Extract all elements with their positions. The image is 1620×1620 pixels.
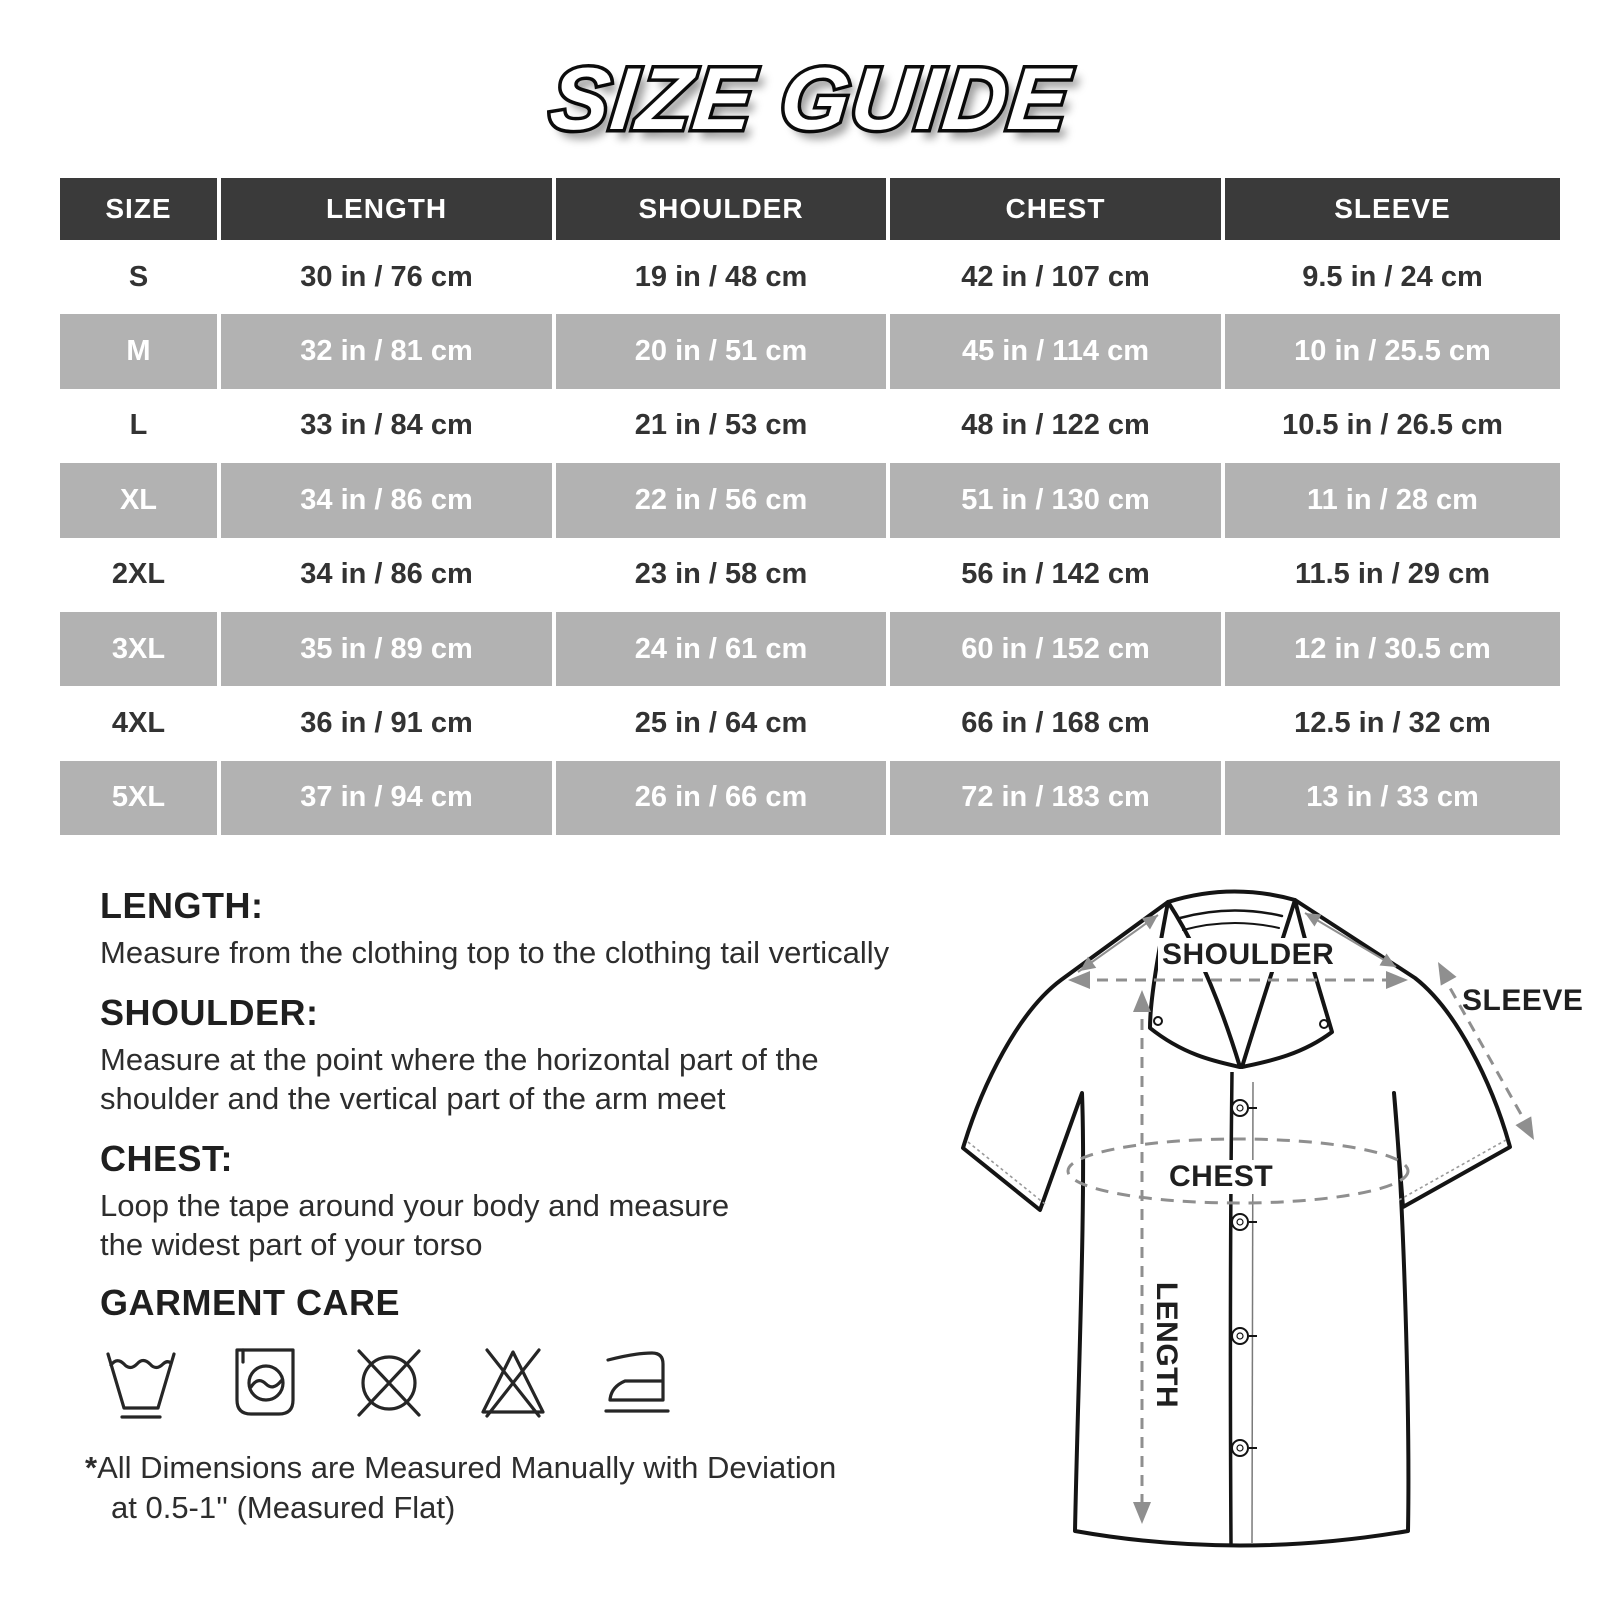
size-cell: XL	[60, 463, 221, 537]
size-cell: L	[60, 389, 221, 463]
measurement-cell: 25 in / 64 cm	[556, 686, 890, 760]
measure-instructions	[100, 885, 980, 1426]
measurement-cell: 11.5 in / 29 cm	[1294, 558, 1491, 591]
measurement-cell: 26 in / 66 cm	[556, 761, 890, 835]
measurement-cell: 32 in / 81 cm	[221, 314, 556, 388]
footnote-line2: at 0.5-1'' (Measured Flat)	[111, 1490, 456, 1526]
measurement-cell: 13 in / 33 cm	[1225, 761, 1560, 835]
deviation-footnote	[85, 1448, 1005, 1529]
measurement-cell: 10 in / 25.5 cm	[1225, 314, 1560, 388]
measurement-cell: 48 in / 122 cm	[890, 389, 1225, 463]
size-cell: 5XL	[60, 761, 221, 835]
measurement-cell: 34 in / 86 cm	[221, 463, 556, 537]
measurement-cell: 36 in / 91 cm	[221, 686, 556, 760]
measurement-cell: 45 in / 114 cm	[890, 314, 1225, 388]
do-not-bleach-icon	[472, 1338, 554, 1426]
measurement-cell: 72 in / 183 cm	[890, 761, 1225, 835]
footnote-asterisk: *	[85, 1450, 98, 1485]
measurement-cell: 12 in / 30.5 cm	[1225, 612, 1560, 686]
size-cell: M	[60, 314, 221, 388]
garment-care-heading: GARMENT CARE	[100, 1282, 400, 1324]
measurement-cell: 9.5 in / 24 cm	[1302, 260, 1483, 293]
column-header: SIZE	[60, 178, 221, 240]
length-heading: LENGTH:	[100, 885, 264, 926]
measurement-cell: 19 in / 48 cm	[556, 240, 890, 314]
measurement-cell: 11 in / 28 cm	[1225, 463, 1560, 537]
measurement-cell: 66 in / 168 cm	[890, 686, 1225, 760]
page-title: SIZE GUIDE	[545, 49, 1075, 148]
column-header: SLEEVE	[1225, 178, 1560, 240]
measurement-cell: 60 in / 152 cm	[890, 612, 1225, 686]
garment-care-icons	[100, 1338, 980, 1426]
column-header: SHOULDER	[556, 178, 890, 240]
measurement-cell: 51 in / 130 cm	[890, 463, 1225, 537]
measurement-cell: 42 in / 107 cm	[890, 240, 1225, 314]
do-not-dry-clean-icon	[348, 1338, 430, 1426]
measurement-cell: 35 in / 89 cm	[221, 612, 556, 686]
measurement-cell: 34 in / 86 cm	[221, 538, 556, 612]
measurement-cell: 20 in / 51 cm	[556, 314, 890, 388]
measurement-cell: 23 in / 58 cm	[556, 538, 890, 612]
measurement-cell: 10.5 in / 26.5 cm	[1282, 409, 1503, 442]
measurement-cell: 21 in / 53 cm	[556, 389, 890, 463]
size-table	[60, 178, 1560, 835]
diagram-shoulder-label: SHOULDER	[1158, 938, 1338, 972]
measurement-cell: 30 in / 76 cm	[221, 240, 556, 314]
chest-body: Loop the tape around your body and measure the widest part of your torso	[100, 1188, 730, 1263]
footnote-line1: All Dimensions are Measured Manually with Deviation	[97, 1450, 837, 1485]
wash-tub-icon	[100, 1338, 182, 1426]
measurement-cell: 56 in / 142 cm	[890, 538, 1225, 612]
diagram-chest-label: CHEST	[1163, 1160, 1279, 1194]
measurement-cell: 24 in / 61 cm	[556, 612, 890, 686]
diagram-length-label: LENGTH	[1150, 1281, 1183, 1409]
size-cell: S	[60, 240, 221, 314]
iron-icon	[596, 1338, 678, 1426]
machine-wash-icon	[224, 1338, 306, 1426]
size-cell: 3XL	[60, 612, 221, 686]
shoulder-body: Measure at the point where the horizontal part of the shoulder and the vertical part of the arm meet	[100, 1042, 819, 1117]
measurement-cell: 37 in / 94 cm	[221, 761, 556, 835]
size-cell: 2XL	[60, 538, 221, 612]
measurement-cell: 12.5 in / 32 cm	[1294, 707, 1491, 740]
shoulder-heading: SHOULDER:	[100, 992, 319, 1034]
column-header: LENGTH	[221, 178, 556, 240]
column-header: CHEST	[890, 178, 1225, 240]
measurement-cell: 22 in / 56 cm	[556, 463, 890, 537]
size-cell: 4XL	[60, 686, 221, 760]
length-body: Measure from the clothing top to the clothing tail vertically	[100, 935, 890, 970]
diagram-sleeve-label: SLEEVE	[1462, 984, 1584, 1017]
measurement-cell: 33 in / 84 cm	[221, 389, 556, 463]
page-title-wrap	[0, 48, 1620, 150]
chest-heading: CHEST:	[100, 1138, 234, 1180]
